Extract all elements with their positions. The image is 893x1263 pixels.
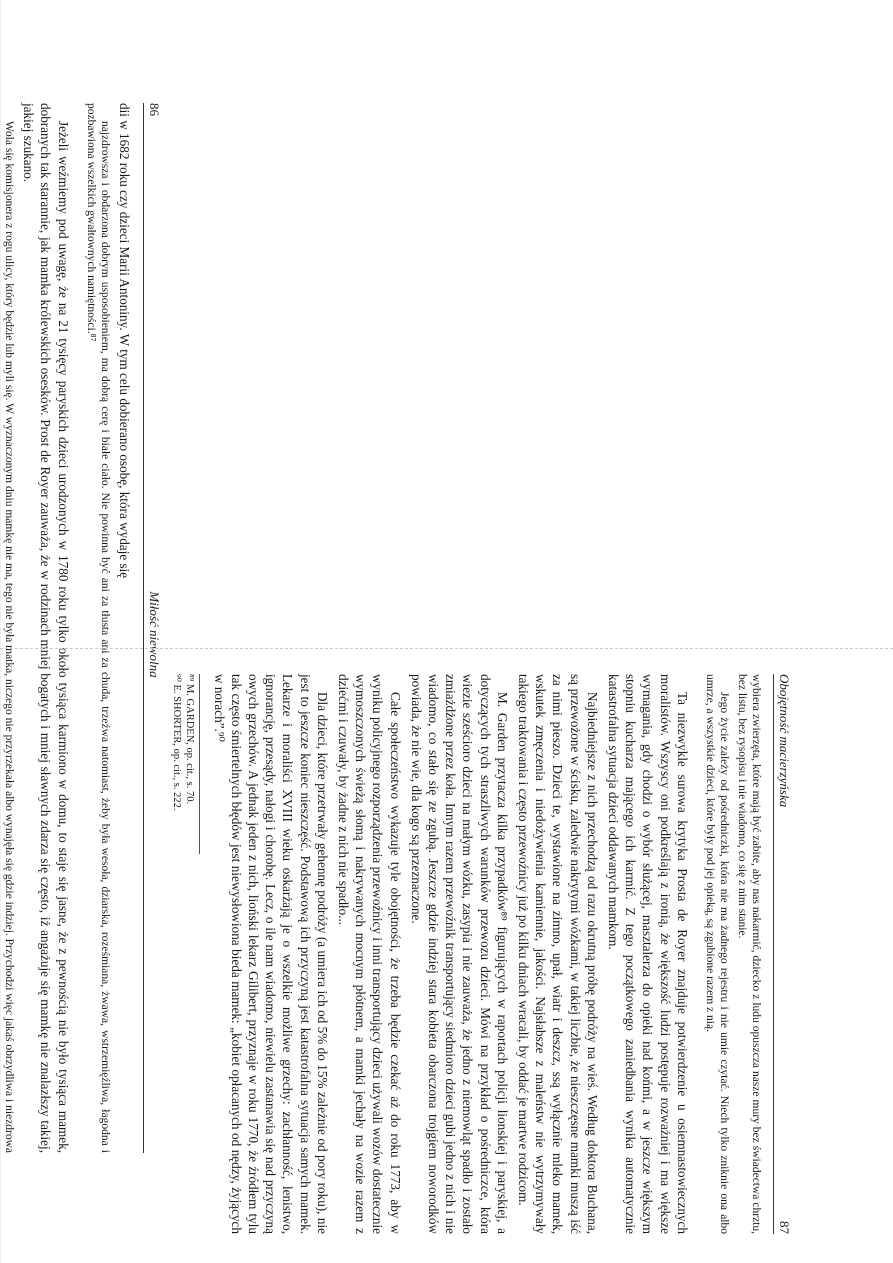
right-page-number: 87 (777, 1221, 792, 1234)
page-fold (0, 648, 893, 649)
right-paragraph-5: Dla dzieci, które przetrwały gehennę podróży (a umiera ich od 5% do 15% zależnie od pory roku), nie jest to jeszcze koniec nieszczęść. Podstawową ich przyczyną jest katastrofalna sytuacja samych mamek. Lekarze i moraliści XVIII wieku oskarżają je o wszelkie możliwe grzechy: zachłanność, lenistwo, ignorancję, przesądy, nałogi i chorobę. Lecz, o ile nam wiadomo, niewielu zastanawia się nad przyczyną owych grzechów. A jednak jeden z nich, lioński lekarz Gilibert, przyznaje w roku 1770, że źródłem tylu tak często śmiertelnych błędów jest niewysłowiona bieda mamek: „kobiet opłacanych od nędzy, żyjących w norach”.⁹⁰ (211, 674, 330, 1234)
right-footnote-89: ⁸⁹ M. GARDEN, op. cit., s. 70. (184, 674, 196, 805)
right-running-title: Obojętność macierzyńska (777, 674, 792, 808)
right-quote-2: Jego życie zależy od pośredniczki, która nie ma żadnego rejestru i nie umie czytać. Niech tylko zniknie ona albo umrze, a wszystkie dzieci, które były pod jej opieką, są zgubione razem z nią. (703, 674, 730, 1234)
right-paragraph-2: Najbiedniejsze z nich przechodzą od razu okrutną próbę podróży na wieś. Według doktora Buchana, są przewożone w ścisku, zaledwie nakrytymi wózkami, w takiej liczbie, że nieszczęsne mamki muszą iść za nimi pieszo. Dzieci te, wystawione na zimno, upał, wiatr i deszcz, ssą wyłącznie mleko mamek, wskutek zmęczenia i niedożywienia kamiennie, jakości. Najsłabsze z maleństw nie wytrzymywały takiego traktowania i często przewoźnicy już po kilku dniach wracali, by oddać je martwe rodzicom. (515, 674, 600, 1234)
right-paragraph-4: Całe społeczeństwo wykazuje tyle obojętności, że trzeba będzie czekać aż do roku 1773, aby w wyniku policyjnego rozporządzenia przewoźnicy i inni transportujący dzieci używali wozów dostatecznie wymoszczonych świeżą słomą i nakrywanych mocnym płótnem, a mamki jechały na wozie razem z dziećmi i czuwały, by żadne z nich nie spadło... (335, 674, 403, 1234)
left-running-title: Miłość niewolna (147, 591, 162, 678)
right-running-head (773, 674, 793, 1234)
right-page (103, 674, 793, 1259)
left-paragraph-2: Jeżeli weźmiemy pod uwagę, że na 21 tysięcy paryskich dzieci urodzonych w 1780 roku tylko około tysiąca karmiono w domu, to staje się jasne, że z pewnością nie było tysiąca mamek, dobranych tak starannie, jak mamka królewskich osesków. Prost de Royer zauważa, że w rodzinach mniej bogatych i mniej sławnych zdarza się często, iż angażuje się mamkę nie znalazłszy takiej, jakiej szukano. (21, 103, 71, 1153)
left-quote-2: Wola się komisjonera z rogu ulicy, który będzie lub myli się. W wyznaczonym dniu mamkę nie ma, tego nie była matka, niczego nie przyrzekała albo wynajęła się gdzie indziej. Przychodzi więc jakaś obrzydliwa i niezdrowa (2, 121, 15, 1153)
right-footnotes (170, 674, 200, 854)
right-quote-1: wybiera zwierzęta, które mają być zabite, aby nas nakarmić, dziecko z ludu opuszcza nasze mury bez świadectwa chrztu, bez listu, bez rysopisu i nie wiadomo, co się z nim stanie. (735, 674, 762, 1234)
right-footnote-90: ⁹⁰ E. SHORTER, op. cit., s. 222. (171, 674, 183, 811)
left-page-number: 86 (147, 103, 162, 116)
right-paragraph-1: Ta niezwykle surowa krytyka Prosta de Royer znajduje potwierdzenie u osiemnastowiecznych moralistów. Wszyscy oni podkreślają z ironią, że większość ludzi postępuje rozważniej i ma większe wymagania, gdy chodzi o wybór służącej, masztalerza do opieki nad końmi, a w jeszcze większym stopniu kucharza mającego ich karmić. Z tego początkowego zaniedbania wynika automatycznie katastrofalna sytuacja dzieci oddawanych mamkom. (605, 674, 690, 1234)
right-paragraph-3: M. Garden przytacza kilka przypadków⁸⁹ figurujących w raportach policji lionskiej i paryskiej, a dotyczących tych straszliwych warunków przewozu dzieci. Mówi na przykład o pośredniczce, która wiezie sześcioro dzieci na małym wózku, zasypia i nie zauważa, że jedno z niemowląt spadło i zostało zmiażdżone przez koła. Innym razem przewoźnik transportujący siedmioro dzieci gubi jedno z nich i nie wiadomo, co stało się ze zgubą. Jeszcze gdzie indziej stara kobieta obarczona trojgiem noworodków powiada, że nie wie, dla kogo są przeznaczone. (408, 674, 510, 1234)
left-paragraph-1: dii w 1682 roku czy dzieci Marii Antoniny. W tym celu dobierano osobę, która wydaje się (116, 103, 132, 579)
left-quote-1: najzdrowsza i obdarzona dobrym usposobieniem, ma dobrą cerę i białe ciało. Nie powinna być ani za tłusta ani za chuda, trzeźwa natomiast, żeby była wesoła, dziarska, roześmiana, żwawa, wstrzemięźliwa, łagodna i pozbawiona wszelkich gwałtownych namiętności.⁸⁷ (84, 103, 111, 1153)
